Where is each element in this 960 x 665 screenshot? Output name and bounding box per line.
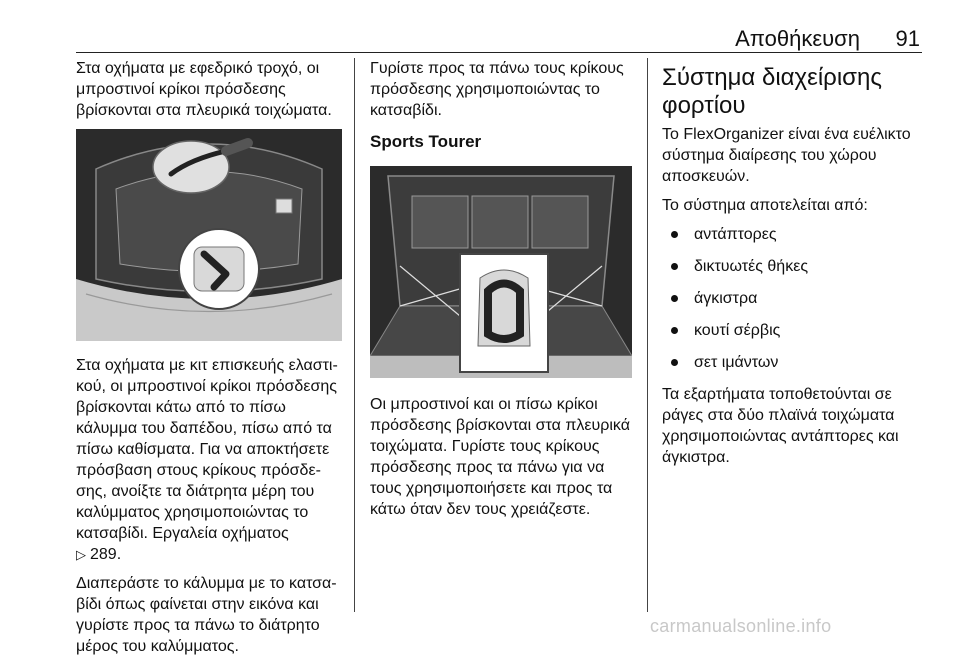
page-header-title: Αποθήκευση (735, 26, 860, 51)
page-number: 91 (895, 26, 920, 51)
col2-paragraph-1: Γυρίστε προς τα πάνω τους κρίκους πρόσδεσης χρησιμοποιώντας το κατσαβίδι. (370, 60, 624, 119)
header-divider (76, 52, 922, 53)
sports-tourer-subheading: Sports Tourer (370, 132, 482, 151)
list-item: κουτί σέρβις (662, 320, 924, 341)
list-item: αντάπτορες (662, 224, 924, 245)
col1-paragraph-3: Διαπεράστε το κάλυμμα με το κατσα-βίδι όπως φαίνεται στην εικόνα και γυρίστε προς τα πάνω το διάτρητο μέρος του καλύμματος. (76, 575, 337, 655)
col1-paragraph-2-text: Στα οχήματα με κιτ επισκευής ελαστι-κού, οι μπροστινοί κρίκοι πρόσδεσης βρίσκονται κάτω από το πίσω κάλυμμα του δαπέδου, πίσω από τα πίσω καθίσματα. Για να αποκτήσετε πρόσβαση στους κρίκους πρόσδε-σης, ανοίξτε τα διάτρητα μέρη του καλύμματος χρησιμοποιώντας το κατσαβίδι. Εργαλεία οχήματος (76, 357, 338, 542)
col3-paragraph-1: Το FlexOrganizer είναι ένα ευέλικτο σύστημα διαίρεσης του χώρου αποσκευών. (662, 126, 911, 185)
sports-tourer-trunk-illustration (370, 166, 632, 378)
col1-paragraph-1: Στα οχήματα με εφεδρικό τροχό, οι μπροστινοί κρίκοι πρόσδεσης βρίσκονται στα πλευρικά τοιχώματα. (76, 60, 332, 119)
list-item: σετ ιμάντων (662, 352, 924, 373)
col2-paragraph-2: Οι μπροστινοί και οι πίσω κρίκοι πρόσδεσης βρίσκονται στα πλευρικά τοιχώματα. Γυρίστε τους κρίκους πρόσδεσης προς τα πάνω για να τους χρησιμοποιήσετε και προς τα κάτω όταν δεν τους χρειάζεστε. (370, 396, 630, 518)
col3-paragraph-2: Το σύστημα αποτελείται από: (662, 197, 868, 214)
column-3 (662, 58, 924, 476)
component-list (662, 224, 924, 373)
col1-paragraph-2 (76, 355, 342, 565)
section-title: Σύστημα διαχείρισης φορτίου (662, 64, 882, 119)
column-divider-2 (647, 58, 648, 612)
column-2 (370, 58, 634, 528)
watermark: carmanualsonline.info (650, 616, 832, 636)
triangle-right-icon: ▷ (76, 547, 86, 562)
col3-paragraph-3: Τα εξαρτήματα τοποθετούνται σε ράγες στα δύο πλαϊνά τοιχώματα χρησιμοποιώντας αντάπτορες και άγκιστρα. (662, 386, 899, 466)
column-1 (76, 58, 342, 665)
list-item: άγκιστρα (662, 288, 924, 309)
cross-reference-link[interactable]: 289. (90, 546, 122, 563)
list-item: δικτυωτές θήκες (662, 256, 924, 277)
column-divider-1 (354, 58, 355, 612)
trunk-spare-wheel-illustration (76, 129, 342, 341)
